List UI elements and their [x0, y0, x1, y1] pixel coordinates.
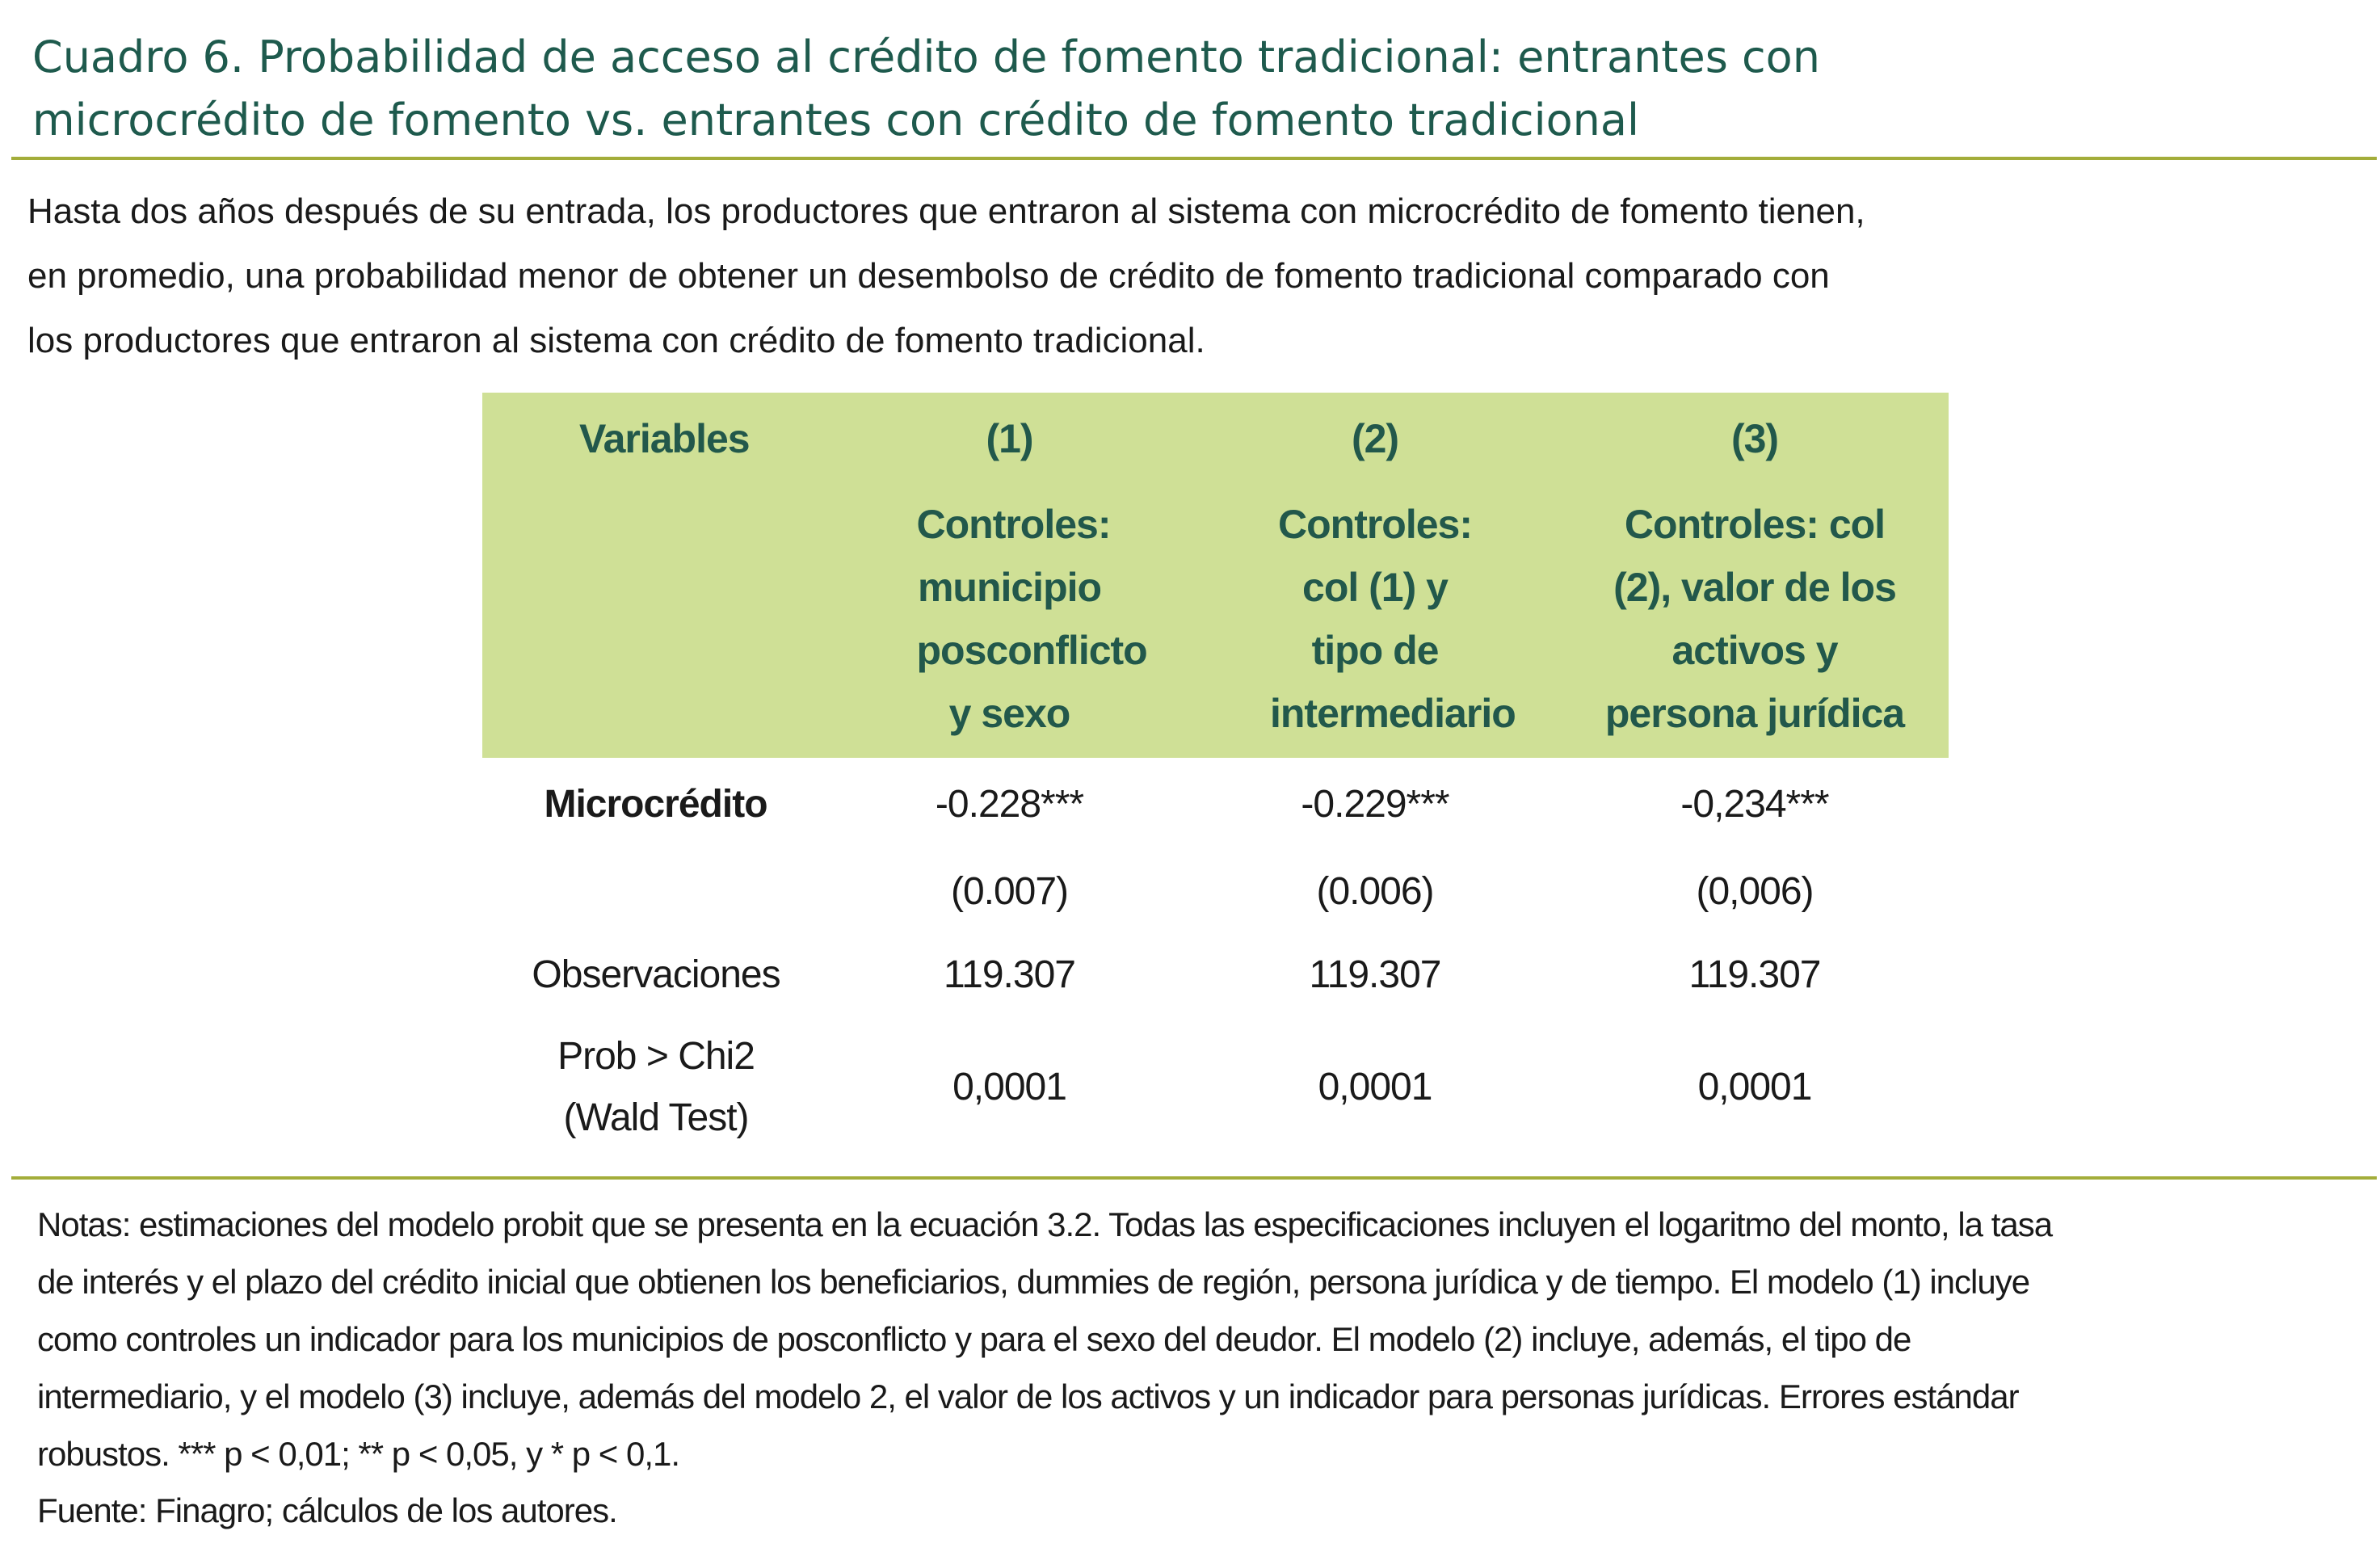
cell-obs-2: 119.307: [1309, 953, 1441, 996]
header-col-1: (1): [830, 393, 1189, 490]
header-col-2: (2): [1189, 393, 1561, 490]
intro-paragraph: Hasta dos años después de su entrada, los productores que entraron al sistema con microcrédito de fomento tienen, en promedio, una probabilidad menor de obtener un desembolso de crédito de fomento tradicional comparado con los productores que entraron al sistema con crédito de fomento tradicional.: [27, 191, 1865, 360]
table-row: [482, 852, 1949, 932]
notes-divider: [11, 1176, 2377, 1180]
source-line: Fuente: Finagro; cálculos de los autores.: [37, 1491, 617, 1529]
header-desc-2: Controles: col (1) y tipo de intermediario: [1189, 490, 1561, 758]
header-row-numbers: [482, 393, 1949, 490]
regression-table: [482, 393, 1949, 1157]
cell-coef-2: -0.229***: [1301, 783, 1449, 826]
header-col-3: (3): [1561, 393, 1949, 490]
cell-prob-2: 0,0001: [1318, 1066, 1432, 1108]
header-desc-3: Controles: col (2), valor de los activos y persona jurídica: [1561, 490, 1949, 758]
cell-obs-3: 119.307: [1688, 953, 1821, 996]
table-title: Cuadro 6. Probabilidad de acceso al crédito de fomento tradicional: entrantes con microcrédito de fomento vs. entrantes con crédito de fomento tradicional: [32, 32, 1820, 145]
header-blank-cell: [482, 490, 830, 758]
cell-prob-3: 0,0001: [1697, 1066, 1812, 1108]
cell-se-3: (0,006): [1696, 870, 1814, 913]
cell-se-1: (0.007): [950, 870, 1069, 913]
header-desc-1: Controles: municipio posconflicto y sexo: [830, 490, 1189, 758]
cell-coef-3: -0,234***: [1680, 783, 1829, 826]
notes-paragraph: Notas: estimaciones del modelo probit que se presenta en la ecuación 3.2. Todas las especificaciones incluyen el logaritmo del monto, la tasa de interés y el plazo del crédito inicial que obtienen los beneficiarios, dummies de región, persona jurídica y de tiempo. El modelo (1) incluye como controles un indicador para los municipios de posconflicto y para el sexo del deudor. El modelo (2) incluye, además, el tipo de intermediario, y el modelo (3) incluye, además del modelo 2, el valor de los activos y un indicador para personas jurídicas. Errores estándar robustos. *** p < 0,01; ** p < 0,05, y * p < 0,1.: [37, 1205, 2053, 1473]
header-row-descriptions: [482, 490, 1949, 758]
cell-coef-1: -0.228***: [935, 783, 1084, 826]
table-row: [482, 758, 1949, 852]
header-variables: Variables: [482, 393, 830, 490]
row-label-microcredito: Microcrédito: [544, 783, 767, 826]
cell-se-2: (0.006): [1316, 870, 1434, 913]
cell-obs-1: 119.307: [944, 953, 1075, 996]
table-row: [482, 1018, 1949, 1157]
table-row: [482, 932, 1949, 1018]
row-label-prob-chi2: Prob > Chi2 (Wald Test): [557, 1035, 755, 1139]
cell-prob-1: 0,0001: [952, 1066, 1066, 1108]
row-label-observaciones: Observaciones: [532, 953, 780, 996]
row-label-blank: [482, 852, 830, 932]
title-divider: [11, 157, 2377, 160]
